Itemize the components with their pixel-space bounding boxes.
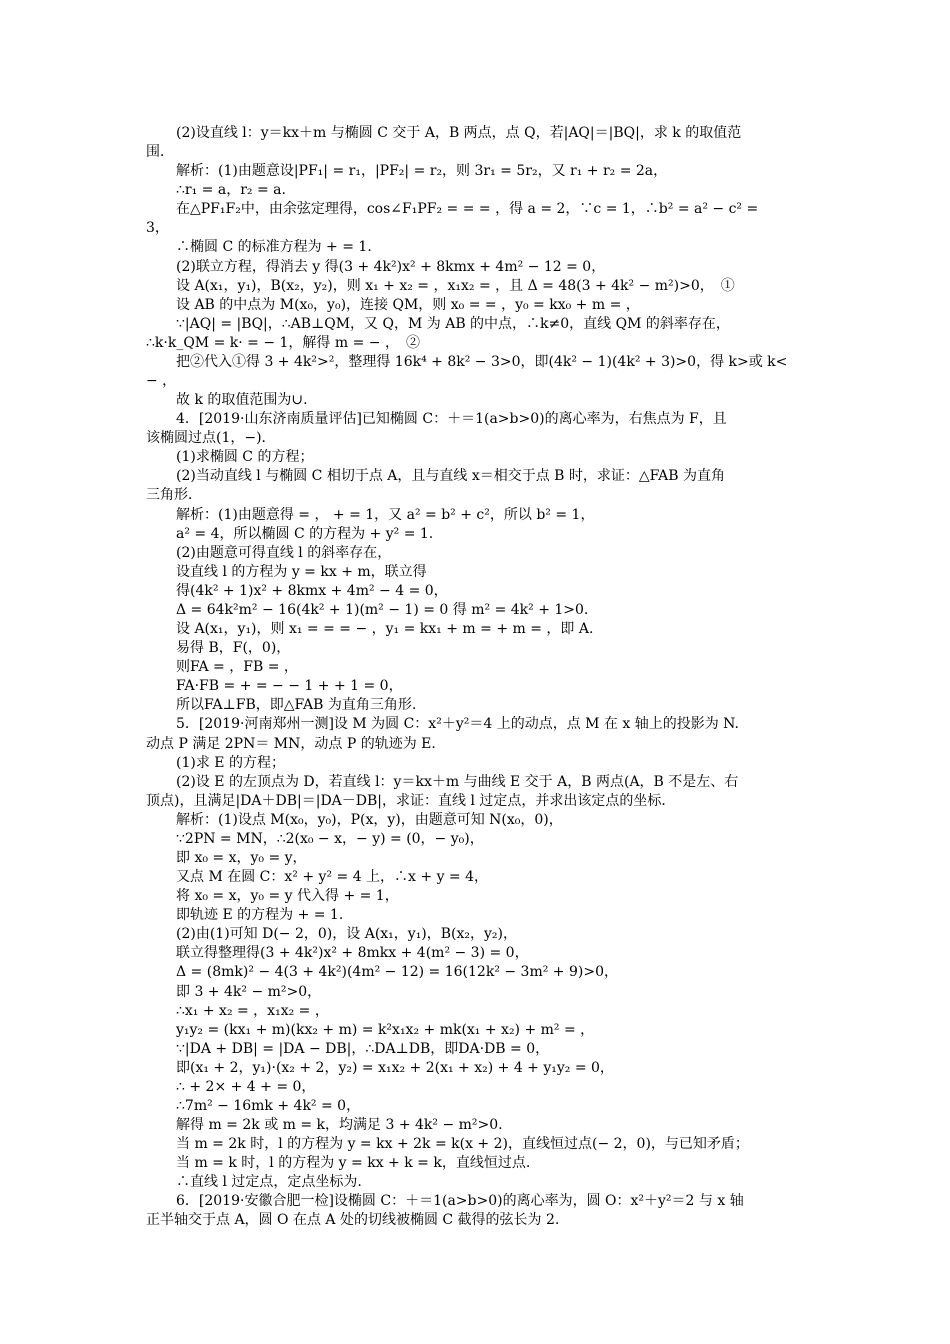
text-line: 正半轴交于点 A，圆 O 在点 A 处的切线被椭圆 C 截得的弦长为 2. [146,1212,560,1229]
solution-text [146,124,808,1231]
text-line: (2)当动直线 l 与椭圆 C 相切于点 A，且与直线 x＝相交于点 B 时，求证：△FAB 为直角 [176,468,726,485]
text-line: 解析：(1)由题意得 = ， + = 1，又 a² = b² + c²，所以 b² = 1， [176,506,595,523]
text-line: 则FA = ，FB = ， [176,659,298,676]
text-line: ∴x₁ + x₂ = ，x₁x₂ = ， [176,1002,329,1019]
text-line: 又点 M 在圆 C：x² + y² = 4 上，∴x + y = 4， [176,869,489,886]
text-line: 当 m = 2k 时，l 的方程为 y = kx + 2k = k(x + 2)，直线恒过点(− 2，0)，与已知矛盾； [176,1136,749,1153]
text-line: 设 AB 的中点为 M(x₀，y₀)，连接 QM，则 x₀ = = ，y₀ = kx₀ + m = ， [176,296,640,313]
text-line: ∴ + 2× + 4 + = 0， [176,1078,316,1095]
text-line: ∴椭圆 C 的标准方程为 + = 1. [176,239,372,256]
text-line: 即 x₀ = x，y₀ = y， [176,849,307,866]
text-line: ∴r₁ = a，r₂ = a. [176,182,286,199]
text-line: (2)联立方程，得消去 y 得(3 + 4k²)x² + 8kmx + 4m² − 12 = 0， [176,258,606,275]
text-line: (1)求椭圆 C 的方程； [176,449,314,466]
text-line: 三角形． [146,487,202,504]
text-line: ∵|DA + DB| = |DA − DB|，∴DA⊥DB，即DA·DB = 0， [176,1040,550,1057]
text-line: 解析：(1)设点 M(x₀，y₀)，P(x，y)，由题意可知 N(x₀，0)， [176,811,563,828]
text-line: ∵|AQ| = |BQ|，∴AB⊥QM，又 Q，M 为 AB 的中点，∴k≠0，直线 QM 的斜率存在， [176,315,730,332]
text-line: 即 3 + 4k² − m²>0， [176,983,322,1000]
text-line: 该椭圆过点(1，−)． [146,430,276,447]
text-line: 3， [146,220,169,237]
text-line: 所以FA⊥FB，即△FAB 为直角三角形. [176,697,417,714]
text-line: 6．[2019·安徽合肥一检]设椭圆 C：＋＝1(a>b>0)的离心率为，圆 O：x²＋y²＝2 与 x 轴 [176,1193,744,1210]
text-line: 解析：(1)由题意设|PF₁| = r₁，|PF₂| = r₂，则 3r₁ = 5r₂，又 r₁ + r₂ = 2a， [176,163,668,180]
text-line: ∴k·k_QM = k· = − 1，解得 m = − ， ② [146,334,420,351]
text-line: − ， [146,373,177,390]
text-line: Δ = 64k²m² − 16(4k² + 1)(m² − 1) = 0 得 m² = 4k² + 1>0. [176,601,589,618]
text-line: ∴直线 l 过定点，定点坐标为. [176,1174,362,1191]
text-line: (2)设直线 l：y＝kx＋m 与椭圆 C 交于 A，B 两点，点 Q，若|AQ|＝|BQ|，求 k 的取值范 [176,125,742,141]
text-line: 顶点)，且满足|DA＋DB|＝|DA－DB|，求证：直线 l 过定点，并求出该定点的坐标． [146,792,676,809]
text-line: 即轨迹 E 的方程为 + = 1. [176,907,344,924]
text-line: 把②代入①得 3 + 4k²>²，整理得 16k⁴ + 8k² − 3>0，即(4k² − 1)(4k² + 3)>0，得 k>或 k< [176,353,788,370]
text-line: y₁y₂ = (kx₁ + m)(kx₂ + m) = k²x₁x₂ + mk(x₁ + x₂) + m² = ， [176,1021,595,1038]
text-line: 解得 m = 2k 或 m = k，均满足 3 + 4k² − m²>0. [176,1117,503,1134]
text-line: FA·FB = + = − − 1 + + 1 = 0， [176,678,403,695]
text-line: (2)设 E 的左顶点为 D，若直线 l：y＝kx＋m 与曲线 E 交于 A，B 两点(A，B 不是左、右 [176,773,739,790]
text-line: 设直线 l 的方程为 y = kx + m，联立得 [176,563,427,580]
text-line: 动点 P 满足 2PN＝ MN，动点 P 的轨迹为 E. [146,735,436,752]
text-line: (2)由(1)可知 D(− 2，0)，设 A(x₁，y₁)，B(x₂，y₂)， [176,926,518,943]
text-line: 5．[2019·河南郑州一测]设 M 为圆 C：x²＋y²＝4 上的动点，点 M 在 x 轴上的投影为 N. [176,716,739,733]
text-line: 4．[2019·山东济南质量评估]已知椭圆 C：＋＝1(a>b>0)的离心率为，右焦点为 F，且 [176,411,727,428]
text-line: 当 m = k 时，l 的方程为 y = kx + k = k，直线恒过点. [176,1155,531,1172]
text-line: 易得 B，F(，0)， [176,640,291,657]
text-line: Δ = (8mk)² − 4(3 + 4k²)(4m² − 12) = 16(12k² − 3m² + 9)>0， [176,964,618,981]
text-line: 设 A(x₁，y₁)，B(x₂，y₂)，则 x₁ + x₂ = ，x₁x₂ = ，且 Δ = 48(3 + 4k² − m²)>0， ① [176,277,735,294]
text-line: 围． [146,144,174,161]
text-line: ∴7m² − 16mk + 4k² = 0， [176,1097,361,1114]
text-line: (2)由题意可得直线 l 的斜率存在， [176,544,392,561]
text-line: 得(4k² + 1)x² + 8kmx + 4m² − 4 = 0， [176,582,448,599]
text-line: 即(x₁ + 2，y₁)·(x₂ + 2，y₂) = x₁x₂ + 2(x₁ + x₂) + 4 + y₁y₂ = 0， [176,1059,614,1076]
text-line: 联立得整理得(3 + 4k²)x² + 8mkx + 4(m² − 3) = 0， [176,945,529,962]
text-line: ∵2PN = MN，∴2(x₀ − x，− y) = (0，− y₀)， [176,830,484,847]
text-line: (1)求 E 的方程； [176,754,285,771]
text-line: 故 k 的取值范围为∪. [176,392,308,409]
text-line: 设 A(x₁，y₁)，则 x₁ = = = − ，y₁ = kx₁ + m = + m = ，即 A. [176,621,594,638]
text-line: 在△PF₁F₂中，由余弦定理得，cos∠F₁PF₂ = = = ，得 a = 2，∵c = 1，∴b² = a² − c² = [176,201,759,218]
text-line: 将 x₀ = x，y₀ = y 代入得 + = 1， [176,888,399,905]
text-line: a² = 4，所以椭圆 C 的方程为 + y² = 1. [176,525,434,542]
